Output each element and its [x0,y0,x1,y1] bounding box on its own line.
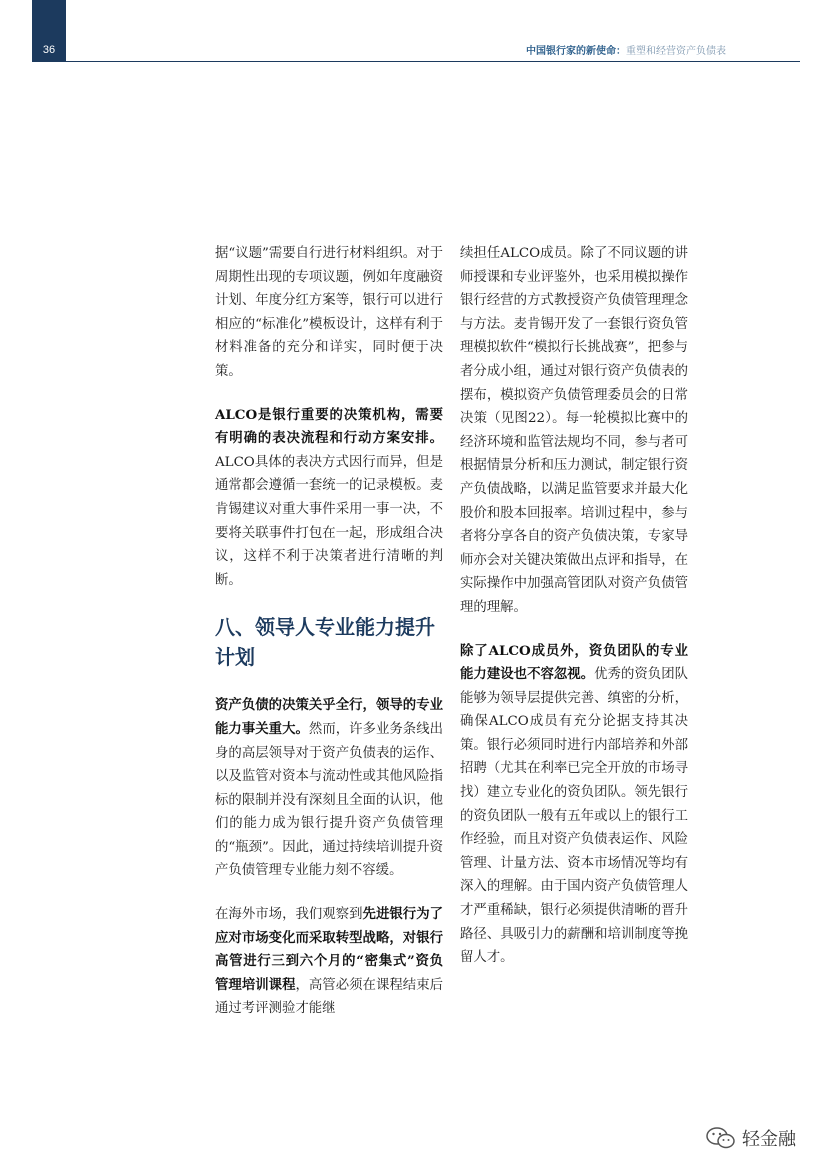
wechat-icon [706,1126,736,1150]
running-header [526,42,726,57]
running-header-title: 中国银行家的新使命： [526,46,626,57]
paragraph: ALCO是银行重要的决策机构，需要有明确的表决流程和行动方案安排。ALCO具体的表决方式因行而异，但是通常都会遵循一套统一的记录模板。麦肯锡建议对重大事件采用一事一决，不要将关联事件打包在一起，形成组合决议，这样不利于决策者进行清晰的判断。 [215,406,443,588]
page-number-tab [32,0,66,62]
paragraph: 资产负债的决策关乎全行，领导的专业能力事关重大。然而，许多业务条线出身的高层领导对于资产负债表的运作、以及监管对资本与流动性或其他风险指标的限制并没有深刻且全面的认识，他们的能力成为银行提升资产负债管理的“瓶颈”。因此，通过持续培训提升资产负债管理专业能力刻不容缓。 [215,697,444,879]
running-header-subtitle: 重塑和经营资产负债表 [626,46,726,57]
paragraph: 在海外市场，我们观察到先进银行为了应对市场变化而采取转型战略，对银行高管进行三到六个月的“密集式”资负管理培训课程，高管必须在课程结束后通过考评测验才能继 [215,906,444,1017]
watermark-text: 轻金融 [742,1129,796,1150]
lead-sentence: 资产负债的决策关乎全行，领导的专业能力事关重大。 [215,697,443,737]
right-column [460,242,688,990]
header-rule [66,61,800,62]
lead-sentence: 除了ALCO成员外，资负团队的专业能力建设也不容忽视。 [460,642,688,683]
emphasis: 先进银行为了应对市场变化而采取转型战略，对银行高管进行三到六个月的“密集式”资负管理培训课程 [215,906,444,993]
paragraph: 续担任ALCO成员。除了不同议题的讲师授课和专业评鉴外，也采用模拟操作银行经营的方式教授资产负债管理理念与方法。麦肯锡开发了一套银行资负管理模拟软件“模拟行长挑战赛”，把参与者分成小组，通过对银行资产负债表的摆布，模拟资产负债管理委员会的日常决策（见图22）。每一轮模拟比赛中的经济环境和监管法规均不同，参与者可根据情景分析和压力测试，制定银行资产负债战略，以满足监管要求并最大化股价和股本回报率。培训过程中，参与者将分享各自的资产负债决策，专家导师亦会对关键决策做出点评和指导，在实际操作中加强高管团队对资产负债管理的理解。 [460,246,688,615]
page-number: 36 [42,44,56,56]
section-heading: 八、领导人专业能力提升计划 [215,615,435,670]
left-column [215,242,443,1041]
paragraph: 除了ALCO成员外，资负团队的专业能力建设也不容忽视。优秀的资负团队能够为领导层提供完善、缜密的分析，确保ALCO成员有充分论据支持其决策。银行必须同时进行内部培养和外部招聘（尤其在利率已完全开放的市场寻找）建立专业化的资负团队。领先银行的资负团队一般有五年或以上的银行工作经验，而且对资产负债表运作、风险管理、计量方法、资本市场情况等均有深入的理解。由于国内资产负债管理人才严重稀缺，银行必须提供清晰的晋升路径、具吸引力的薪酬和培训制度等挽留人才。 [460,642,689,966]
paragraph: 据“议题”需要自行进行材料组织。对于周期性出现的专项议题，例如年度融资计划、年度分红方案等，银行可以进行相应的“标准化”模板设计，这样有利于材料准备的充分和详实，同时便于决策。 [215,246,443,379]
lead-sentence: ALCO是银行重要的决策机构，需要有明确的表决流程和行动方案安排。 [215,406,443,447]
watermark [706,1125,796,1151]
